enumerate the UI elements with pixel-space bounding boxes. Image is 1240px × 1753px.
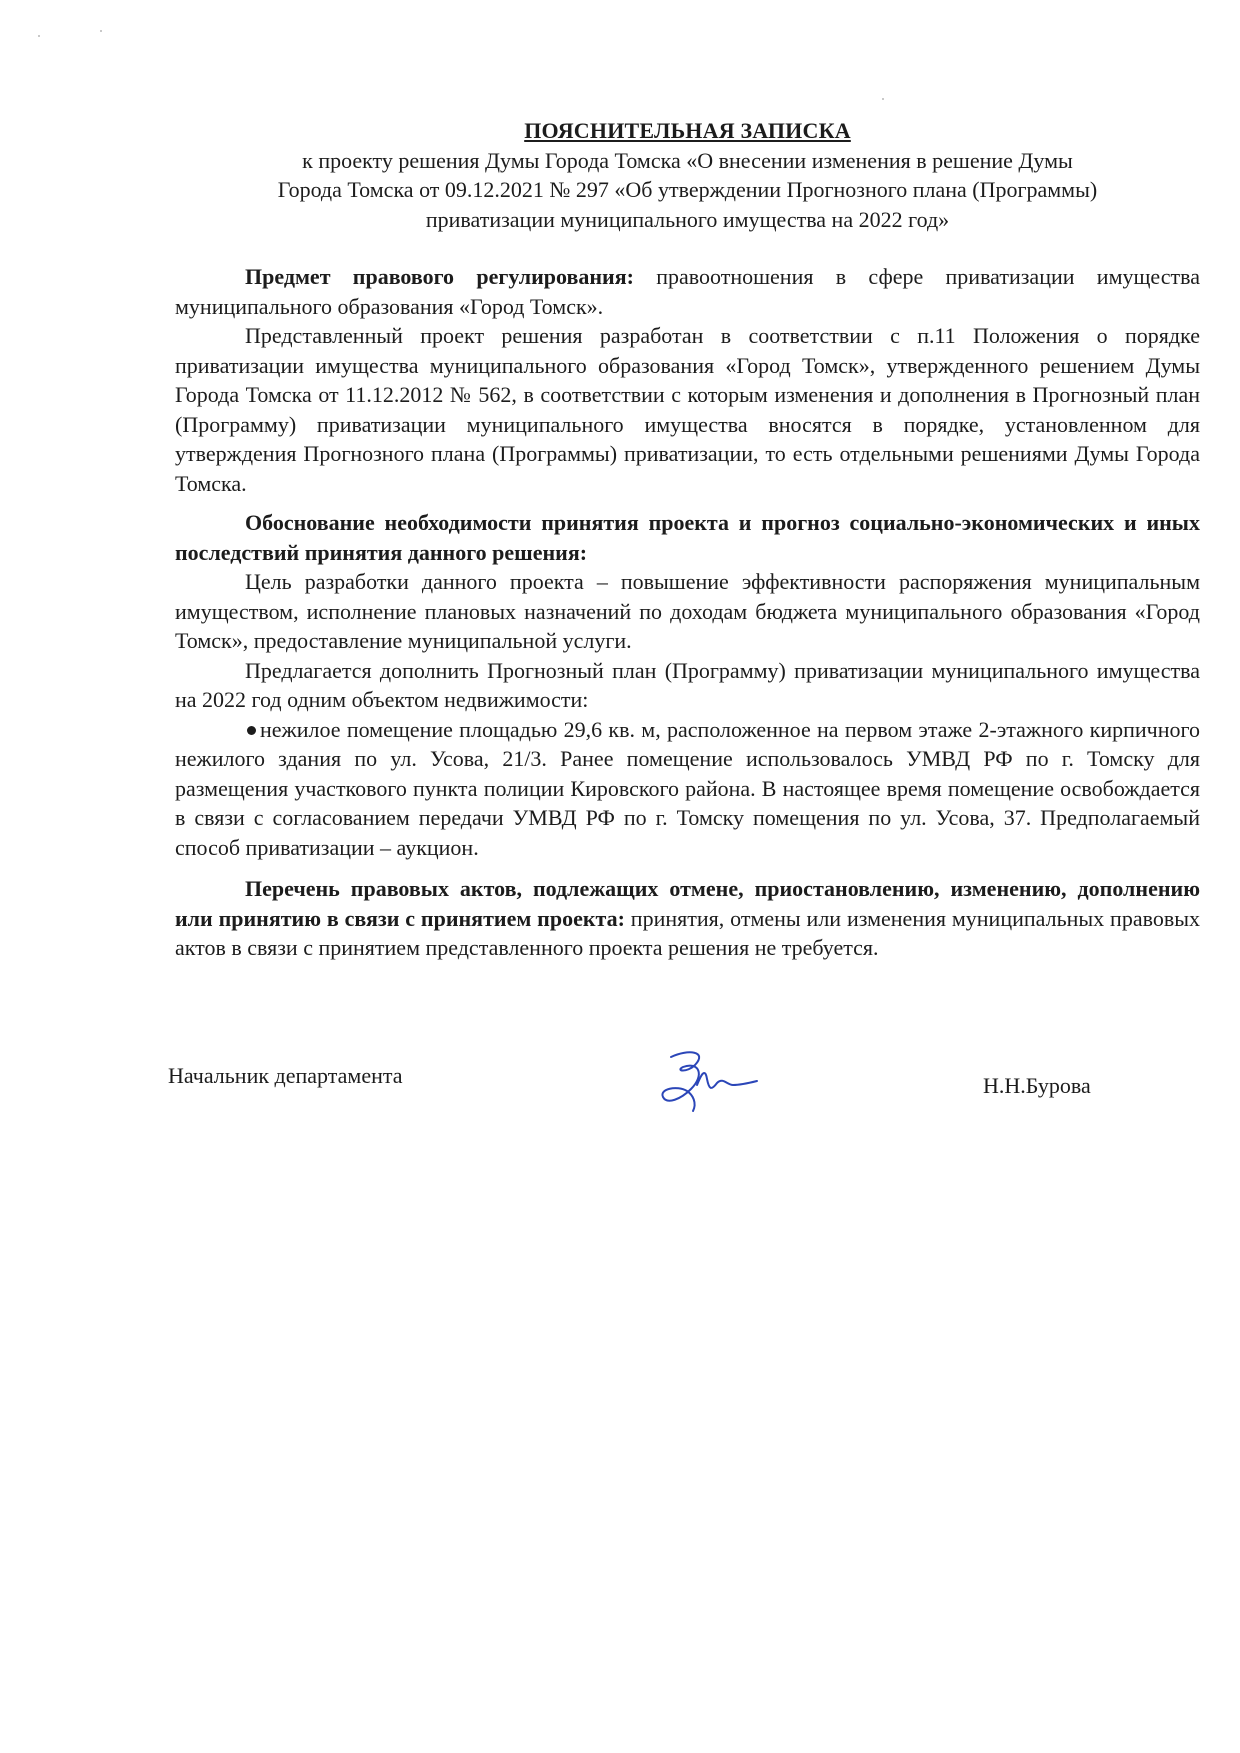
document-body <box>175 116 1200 963</box>
document-title: ПОЯСНИТЕЛЬНАЯ ЗАПИСКА <box>524 118 851 143</box>
subtitle-line: Города Томска от 09.12.2021 № 297 «Об утверждении Прогнозного плана (Программы) <box>277 177 1098 202</box>
signature-block <box>168 1045 1118 1135</box>
list-item-text: нежилое помещение площадью 29,6 кв. м, расположенное на первом этаже 2-этажного кирпичного нежилого здания по ул. Усова, 21/3. Ранее помещение использовалось УМВД РФ по г. Томску для размещения участкового пункта полиции Кировского района. В настоящее время помещение освобождается в связи с согласованием передачи УМВД РФ по г. Томску помещения по ул. Усова, 37. Предполагаемый способ приватизации – аукцион. <box>175 716 1200 860</box>
section-legal-acts <box>175 874 1200 963</box>
subtitle-line: к проекту решения Думы Города Томска «О внесении изменения в решение Думы <box>302 147 1073 173</box>
section-regulation-subject <box>175 262 1200 321</box>
scan-speck <box>38 35 40 37</box>
signatory-name: Н.Н.Бурова <box>983 1073 1091 1098</box>
paragraph-goal: Цель разработки данного проекта – повышение эффективности распоряжения муниципальным имуществом, исполнение плановых назначений по доходам бюджета муниципального образования «Город Томск», предоставление муниципальной услуги. <box>175 569 1200 653</box>
paragraph-proposal: Предлагается дополнить Прогнозный план (Программу) приватизации муниципального имущества на 2022 год одним объектом недвижимости: <box>175 657 1200 712</box>
section-heading: Перечень правовых актов, подлежащих отмене, приостановлению, изменению, дополнению или принятию в связи с принятием проекта: <box>175 876 1200 931</box>
list-item <box>175 715 1200 863</box>
paragraph-basis: Представленный проект решения разработан в соответствии с п.11 Положения о порядке приватизации имущества муниципального образования «Город Томск», утвержденного решением Думы Города Томска от 11.12.2012 № 562, в соответствии с которым изменения и дополнения в Прогнозный план (Программу) приватизации муниципального имущества вносятся в порядке, установленном для утверждения Прогнозного плана (Программы) приватизации, то есть отдельными решениями Думы Города Томска. <box>175 323 1200 496</box>
signatory-position: Начальник департамента <box>168 1063 403 1088</box>
subtitle-line: приватизации муниципального имущества на 2022 год» <box>425 206 950 232</box>
scan-speck <box>882 98 884 100</box>
section-heading: Предмет правового регулирования: <box>245 264 634 289</box>
section-text: правоотношения в сфере приватизации имущества муниципального образования «Город Томск». <box>175 264 1200 319</box>
document-subtitle <box>175 146 1200 235</box>
section-justification-heading: Обоснование необходимости принятия проекта и прогноз социально-экономических и иных последствий принятия данного решения: <box>175 510 1200 565</box>
handwritten-signature-icon <box>653 1045 763 1120</box>
bullet-icon <box>247 726 256 735</box>
section-text: принятия, отмены или изменения муниципальных правовых актов в связи с принятием представленного проекта решения не требуется. <box>175 905 1200 960</box>
scan-speck <box>100 30 102 32</box>
